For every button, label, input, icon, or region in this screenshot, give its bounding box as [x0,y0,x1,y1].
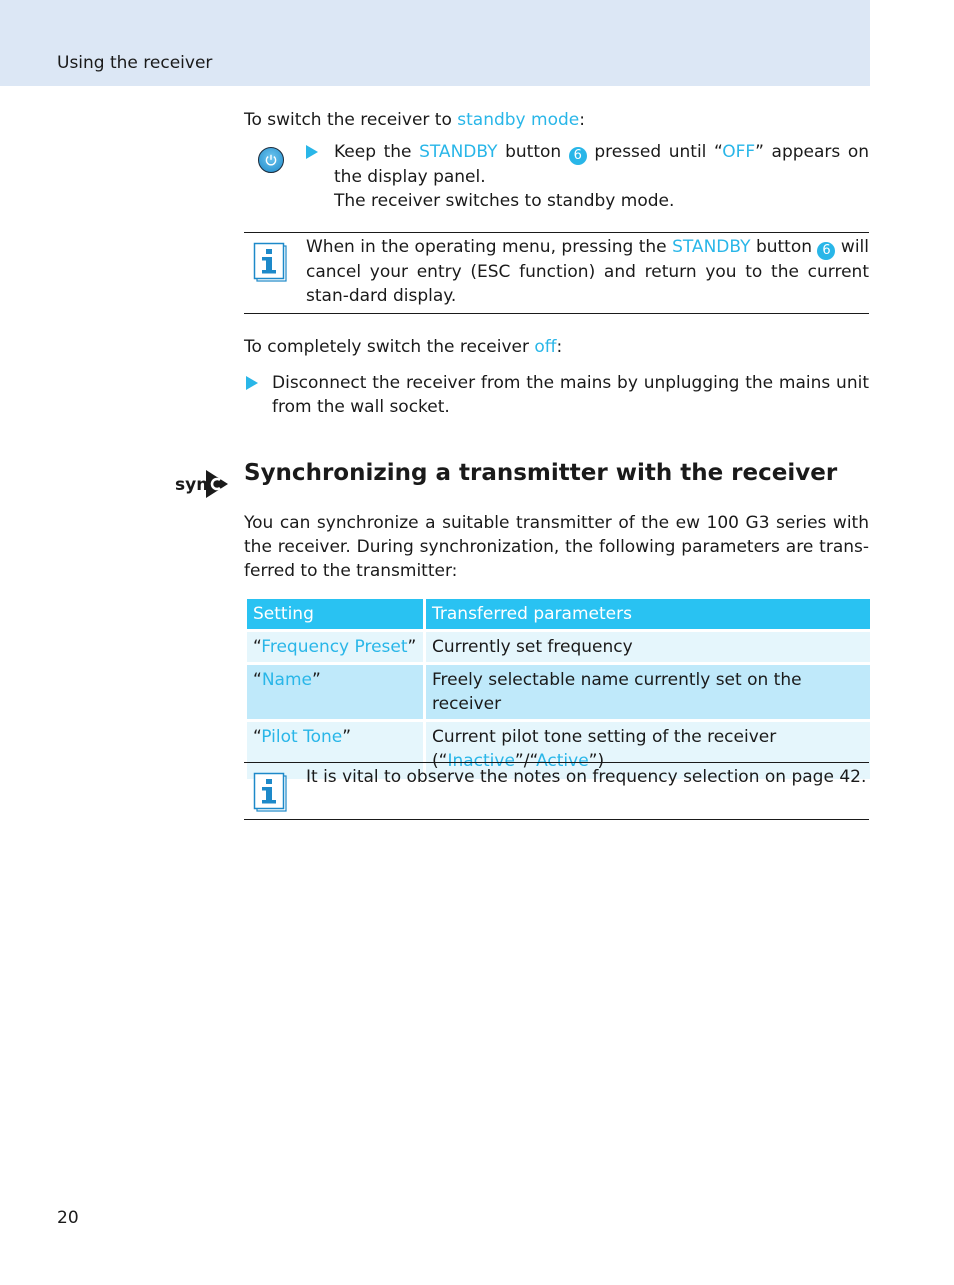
info-note-frequency [244,762,869,820]
table-cell-setting: “Name” [247,665,423,719]
setting-name: Name [261,670,312,690]
param-text-part: ”) [588,751,605,771]
sync-icon [174,468,230,500]
table-cell-setting: “Frequency Preset” [247,632,423,662]
page-number: 20 [57,1208,79,1228]
standby-intro-text: To switch the receiver to [244,110,458,130]
section-heading: Synchronizing a transmitter with the receiver [244,460,838,486]
button-number-badge: 6 [569,147,587,165]
standby-result: The receiver switches to standby mode. [334,191,675,211]
off-step-text: Disconnect the receiver from the mains by unplugging the mains unit from the wall socket. [272,373,869,417]
note-text-part: button [750,237,818,257]
param-text-part: (“ [432,751,448,771]
standby-step-text [334,140,869,213]
info-icon [253,242,289,284]
standby-step [244,140,869,216]
setting-pilot-tone: Pilot Tone [261,727,343,747]
step-text-part: pressed until “ [586,142,723,162]
info-icon [253,772,289,814]
param-text-part: ”/“ [514,751,537,771]
step-text-part: Keep the [334,142,420,162]
button-number-badge: 6 [817,242,835,260]
standby-intro [244,108,869,132]
step-text-part: button [497,142,569,162]
info-note-text: It is vital to observe the notes on frequency selection on page 42. [306,767,867,787]
param-text-part: Current pilot tone setting of the receiver [432,727,777,747]
note-text-part: When in the operating menu, pressing the [306,237,673,257]
instruction-arrow-icon [306,145,318,159]
standby-button-label: STANDBY [419,142,498,162]
table-cell-setting: “Pilot Tone” [247,722,423,779]
off-intro-colon: : [556,337,563,357]
info-note-text [306,235,869,308]
table-cell-param: Freely selectable name currently set on the receiver [426,665,870,719]
sync-parameters-table [244,596,873,782]
value-active: Active [536,751,589,771]
table-header-row [247,599,870,629]
table-cell-param: Currently set frequency [426,632,870,662]
note-text-part: will cancel your entry (ESC function) and return you to the current stan-dard display. [306,237,869,306]
step-text-part: ” appears on the display panel. [334,142,870,187]
off-intro-text: To completely switch the receiver [244,337,535,357]
off-intro [244,335,869,359]
sync-paragraph: You can synchronize a suitable transmitter of the ew 100 G3 series with the receiver. During synchronization, the following parameters are trans-ferred to the transmitter: [244,513,869,581]
setting-frequency-preset: Frequency Preset [261,637,408,657]
value-inactive: Inactive [447,751,515,771]
standby-button-label: STANDBY [672,237,751,257]
running-header: Using the receiver [57,53,213,73]
power-button-icon [258,147,284,173]
info-note-standby [244,232,869,314]
off-display-label: OFF [722,142,756,162]
instruction-arrow-icon [246,376,258,390]
off-link[interactable]: off [534,337,557,357]
table-row [247,665,870,719]
table-header-parameters: Transferred parameters [426,599,870,629]
table-row [247,632,870,662]
standby-intro-colon: : [579,110,585,130]
standby-mode-link[interactable]: standby mode [457,110,580,130]
sync-icon-label: sync [175,475,219,495]
off-step [244,371,869,421]
table-header-setting: Setting [247,599,423,629]
